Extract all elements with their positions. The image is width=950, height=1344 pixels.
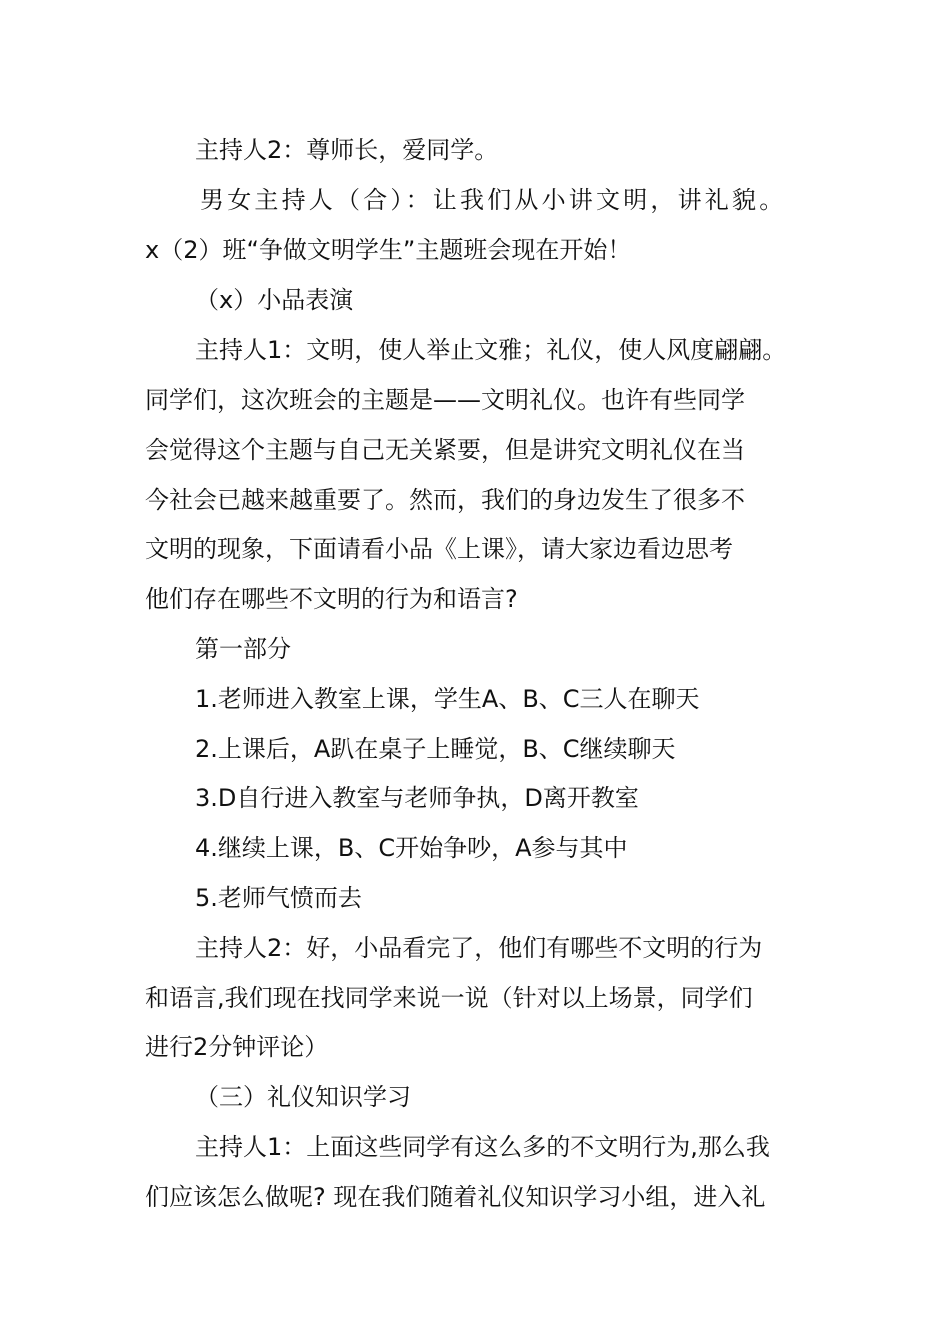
- list-item: 1.老师进入教室上课，学生A、B、C三人在聊天: [195, 685, 700, 713]
- list-item: 4.继续上课，B、C开始争吵，A参与其中: [195, 834, 628, 862]
- text-line: x（2）班“争做文明学生”主题班会现在开始！: [145, 236, 632, 264]
- text-line: 和语言,我们现在找同学来说一说（针对以上场景，同学们: [145, 984, 753, 1012]
- section-heading: （x）小品表演: [195, 286, 354, 314]
- list-item: 5.老师气愤而去: [195, 884, 362, 912]
- text-line: 主持人2：好，小品看完了，他们有哪些不文明的行为: [195, 934, 763, 962]
- text-line: 他们存在哪些不文明的行为和语言?: [145, 585, 518, 613]
- text-line: 主持人1：上面这些同学有这么多的不文明行为,那么我: [195, 1133, 770, 1161]
- text-line: 同学们，这次班会的主题是——文明礼仪。也许有些同学: [145, 386, 745, 414]
- section-heading: （三）礼仪知识学习: [195, 1083, 411, 1111]
- text-line: 会觉得这个主题与自己无关紧要，但是讲究文明礼仪在当: [145, 436, 745, 464]
- list-item: 3.D自行进入教室与老师争执，D离开教室: [195, 784, 639, 812]
- list-item: 2.上课后，A趴在桌子上睡觉，B、C继续聊天: [195, 735, 676, 763]
- text-line: 今社会已越来越重要了。然而，我们的身边发生了很多不: [145, 486, 745, 514]
- text-line: 主持人2：尊师长，爱同学。: [195, 136, 499, 164]
- section-heading: 第一部分: [195, 635, 291, 663]
- text-line: 进行2分钟评论）: [145, 1033, 329, 1061]
- text-line: 男女主持人（合）：让我们从小讲文明，讲礼貌。: [200, 186, 787, 214]
- text-line: 文明的现象，下面请看小品《上课》，请大家边看边思考: [145, 535, 733, 563]
- text-line: 主持人1：文明，使人举止文雅；礼仪，使人风度翩翩。: [195, 336, 787, 364]
- text-line: 们应该怎么做呢? 现在我们随着礼仪知识学习小组，进入礼: [145, 1183, 766, 1211]
